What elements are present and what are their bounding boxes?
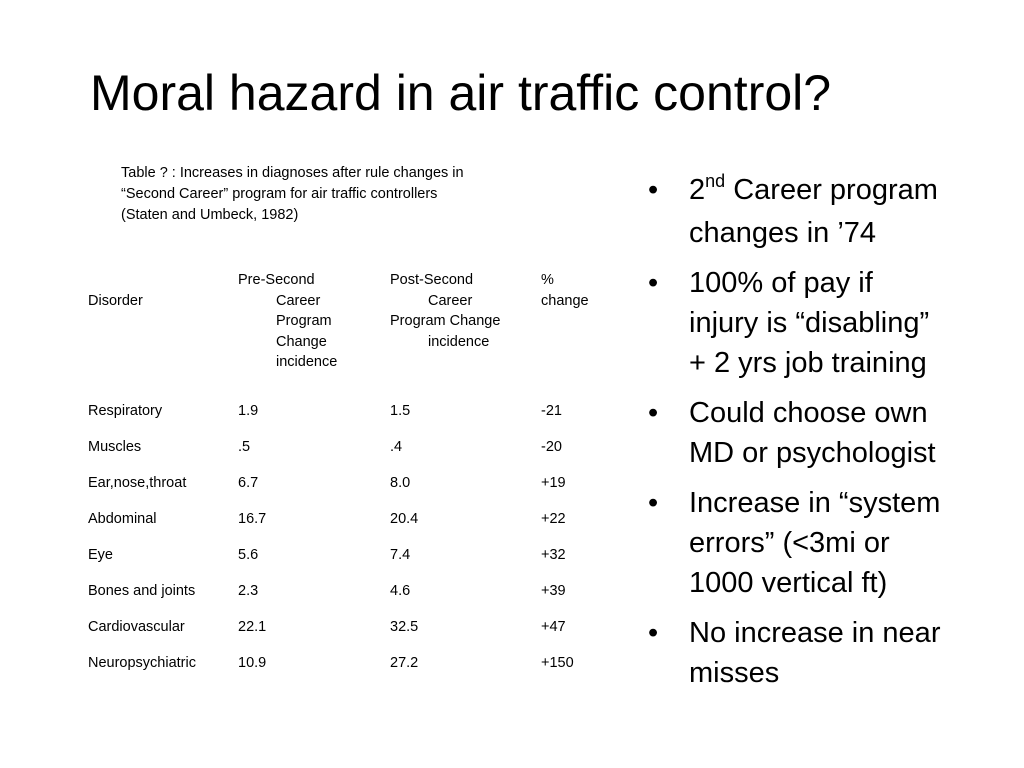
table-caption [121, 163, 541, 226]
bullet-item [648, 170, 1018, 253]
bullet-line: No increase in near [689, 617, 941, 649]
header-percent-change: % change [541, 272, 589, 309]
bullet-line: Could choose own [689, 397, 928, 429]
header-line: Change [276, 333, 327, 350]
bullet-marker: • [648, 397, 659, 429]
header-line: incidence [428, 333, 490, 350]
cell-change: +39 [541, 583, 566, 599]
bullet-line: 2nd Career program [689, 171, 938, 206]
cell-change: +32 [541, 547, 566, 563]
cell-post: 32.5 [390, 619, 419, 635]
bullet-item [648, 393, 1018, 473]
cell-change: +19 [541, 475, 566, 491]
bullet-line: injury is “disabling” [689, 307, 930, 339]
bullet-line: changes in ’74 [689, 217, 877, 249]
bullet-item [648, 263, 1018, 383]
cell-post: 20.4 [390, 511, 419, 527]
cell-pre: 16.7 [238, 511, 267, 527]
header-line: incidence [276, 354, 338, 370]
bullet-line: MD or psychologist [689, 437, 936, 469]
cell-change: -21 [541, 403, 562, 419]
cell-post: .4 [390, 439, 403, 455]
bullet-line: + 2 yrs job training [689, 347, 927, 379]
cell-disorder: Cardiovascular [88, 619, 185, 635]
cell-post: 1.5 [390, 403, 411, 419]
bullet-line: errors” (<3mi or [689, 527, 890, 559]
header-line: Pre-Second [238, 272, 315, 288]
header-pre-second-career [238, 270, 337, 373]
bullet-marker: • [648, 487, 659, 519]
cell-disorder: Bones and joints [88, 583, 196, 599]
slide-title: Moral hazard in air traffic control? [90, 65, 832, 121]
caption-line: Table ? : Increases in diagnoses after rule changes in [121, 165, 464, 181]
cell-pre: .5 [238, 439, 251, 455]
header-line: Career [276, 292, 321, 309]
cell-change: +150 [541, 655, 574, 671]
cell-pre: 2.3 [238, 583, 259, 599]
header-line: Career [428, 292, 473, 309]
cell-disorder: Abdominal [88, 511, 157, 527]
cell-change: -20 [541, 439, 562, 455]
bullet-list [648, 170, 1018, 703]
header-line: Post-Second [390, 272, 474, 288]
cell-disorder: Muscles [88, 439, 142, 455]
cell-post: 7.4 [390, 547, 411, 563]
caption-line: “Second Career” program for air traffic controllers [121, 186, 438, 202]
cell-pre: 5.6 [238, 547, 259, 563]
cell-pre: 1.9 [238, 403, 259, 419]
bullet-item [648, 483, 1018, 603]
bullet-marker: • [648, 174, 659, 206]
bullet-line: 100% of pay if [689, 267, 873, 299]
bullet-line: misses [689, 657, 780, 689]
bullet-marker: • [648, 617, 659, 649]
cell-disorder: Respiratory [88, 403, 163, 419]
header-post-second-career [390, 270, 500, 352]
cell-post: 27.2 [390, 655, 419, 671]
bullet-marker: • [648, 267, 659, 299]
caption-line: (Staten and Umbeck, 1982) [121, 207, 299, 223]
cell-disorder: Eye [88, 547, 113, 563]
bullet-item [648, 613, 1018, 693]
header-line: Program Change [390, 313, 501, 329]
cell-disorder: Ear,nose,throat [88, 475, 187, 491]
cell-pre: 22.1 [238, 619, 267, 635]
cell-post: 4.6 [390, 583, 411, 599]
header-line: Program [276, 313, 332, 329]
bullet-line: Increase in “system [689, 487, 941, 519]
cell-post: 8.0 [390, 475, 411, 491]
header-disorder: Disorder [88, 293, 143, 309]
cell-change: +47 [541, 619, 566, 635]
cell-pre: 10.9 [238, 655, 267, 671]
cell-pre: 6.7 [238, 475, 259, 491]
bullet-line: 1000 vertical ft) [689, 567, 888, 599]
cell-change: +22 [541, 511, 566, 527]
cell-disorder: Neuropsychiatric [88, 655, 196, 671]
